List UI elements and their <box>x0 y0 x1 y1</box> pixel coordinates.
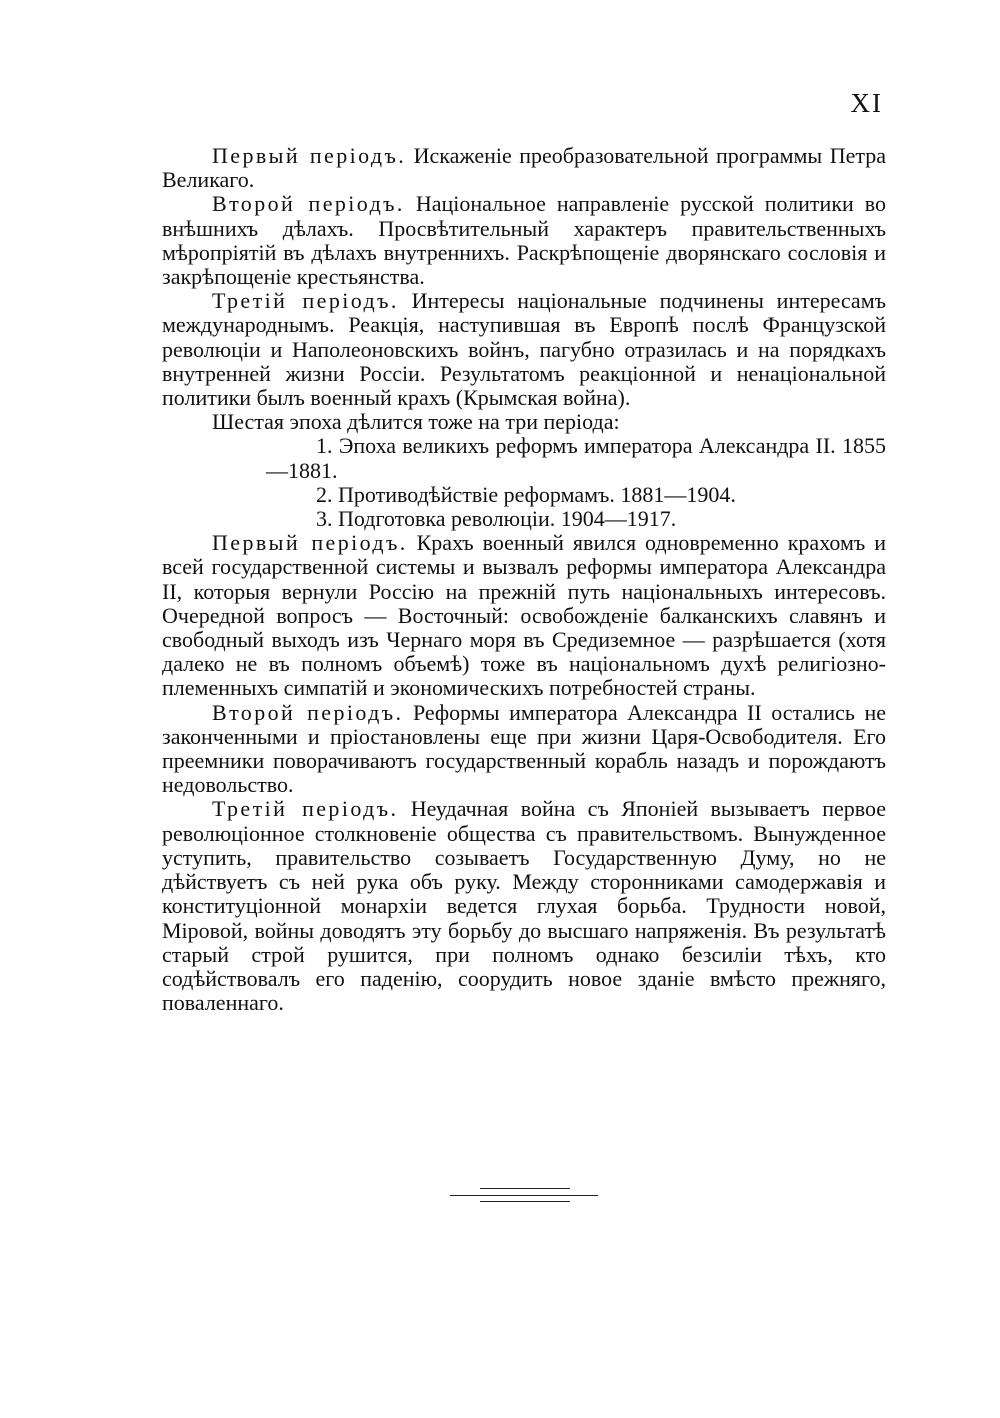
period-label: Третій періодъ. <box>212 796 399 822</box>
period-label: Второй періодъ. <box>212 191 405 217</box>
paragraph-second-period <box>162 192 886 289</box>
period-label: Первый періодъ. <box>212 143 407 168</box>
ornament-rule <box>480 1201 570 1202</box>
paragraph-text: Реформы императора Александра II остались не законченными и пріостановлены еще при жизни Царя-Освободителя. Его преемники поворачиваютъ государственный корабль назадъ и порождаютъ недовольство. <box>162 699 886 798</box>
paragraph-third-period <box>162 289 886 410</box>
period-label: Первый періодъ. <box>212 530 408 556</box>
paragraph-sixth-epoch <box>162 410 886 434</box>
paragraph-text: Національное направленіе русской политики во внѣшнихъ дѣлахъ. Просвѣтительный характеръ правительственныхъ мѣропріятій въ дѣлахъ внутреннихъ. Раскрѣпощеніе дворянскаго сословія и закрѣпощеніе крестьянства. <box>162 191 886 290</box>
list-item: 3. Подготовка революціи. 1904—1917. <box>316 506 677 532</box>
paragraph-text: Неудачная война съ Японіей вызываетъ первое революціонное столкновеніе общества съ правительствомъ. Вынужденное уступить, правительство созываетъ Государственную Думу, но не дѣйствуетъ съ ней рука объ руку. Между сторонниками самодержавія и конституціонной монархіи ведется глухая борьба. Трудности новой, Міровой, войны доводятъ эту борьбу до высшаго напряженія. Въ результатѣ старый строй рушится, при полномъ однако безсиліи тѣхъ, кто содѣйствовалъ его паденію, соорудить новое зданіе вмѣсто прежняго, поваленнаго. <box>162 796 886 1016</box>
paragraph-text: Шестая эпоха дѣлится тоже на три періода: <box>212 409 620 435</box>
page-number: XI <box>850 88 883 118</box>
paragraph-first-period-2 <box>162 531 886 700</box>
paragraph-text: Искаженіе преобразовательной программы Петра Великаго. <box>162 143 886 193</box>
paragraph-text: Крахъ военный явился одновременно крахомъ и всей государственной системы и вызвалъ реформы императора Александра II, которыя вернули Россію на прежній путь національныхъ интересовъ. Очередной вопросъ — Восточный: освобожденіе балканскихъ славянъ и свободный выходъ изъ Чернаго моря въ Средиземное — разрѣшается (хотя далеко не въ полномъ объемѣ) тоже въ національномъ духѣ религіозно-племенныхъ симпатій и экономическихъ потребностей страны. <box>162 530 886 701</box>
paragraph-text: Интересы національные подчинены интересамъ международнымъ. Реакція, наступившая въ Европѣ послѣ Французской революціи и Наполеоновскихъ войнъ, пагубно отразилась и на порядкахъ внутренней жизни Россіи. Результатомъ реакціонной и ненаціональной политики былъ военный крахъ (Крымская война). <box>162 288 886 411</box>
ornament-rule <box>480 1188 570 1189</box>
paragraph-second-period-2 <box>162 701 886 798</box>
list-item: 2. Противодѣйствіе реформамъ. 1881—1904. <box>316 481 736 507</box>
list-item: 1. Эпоха великихъ реформъ императора Александра II. 1855—1881. <box>266 433 886 483</box>
period-label: Второй періодъ. <box>212 699 404 725</box>
ornament-rule <box>450 1195 598 1196</box>
period-label: Третій періодъ. <box>212 288 399 314</box>
paragraph-third-period-2 <box>162 797 886 1015</box>
page-body <box>162 144 886 1015</box>
paragraph-first-period <box>162 144 886 192</box>
